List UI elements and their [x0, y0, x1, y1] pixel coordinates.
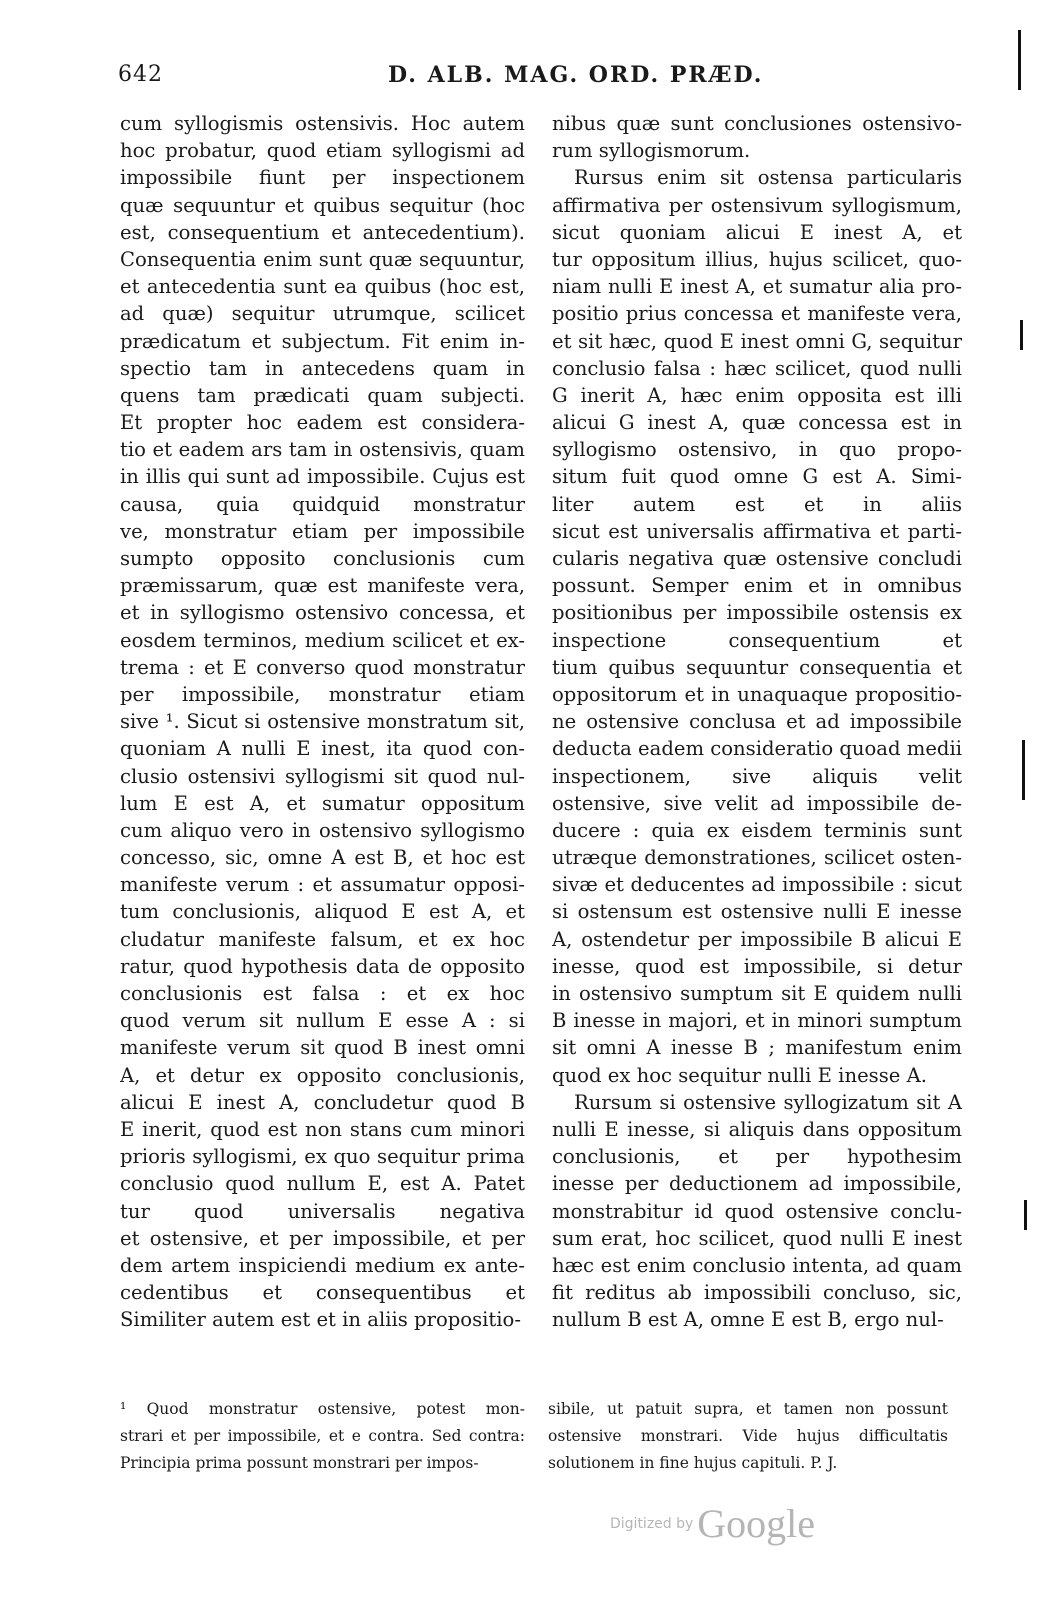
running-head: D. ALB. MAG. ORD. PRÆD. [388, 62, 764, 88]
text-line: rum syllogismorum. [552, 139, 751, 163]
text-line: lum E est A, et sumatur oppositum [120, 791, 525, 815]
text-line: Et propter hoc eadem est considera- [120, 411, 525, 435]
text-line: A, ostendetur per impossibile B alicui E [552, 927, 962, 951]
text-line: et sit hæc, quod E inest omni G, sequitur [552, 329, 962, 353]
footnote-line: Principia prima possunt monstrari per impos- [120, 1454, 479, 1473]
text-line: situm fuit quod omne G est A. Simi- [552, 465, 962, 489]
scan-edge-mark [1020, 320, 1023, 350]
text-line: inesse, quod est impossibile, si detur [552, 954, 962, 978]
text-line: ne ostensive conclusa et ad impossibile [552, 710, 962, 734]
text-line: B inesse in majori, et in minori sumptum [552, 1009, 962, 1033]
footnote-line: solutionem in fine hujus capituli. P. J. [548, 1454, 838, 1473]
text-line: syllogismo ostensivo, in quo propo- [552, 438, 962, 462]
text-line: conclusionis est falsa : et ex hoc [120, 982, 525, 1005]
text-line: et antecedentia sunt ea quibus (hoc est, [120, 275, 525, 299]
text-line: niam nulli E inest A, et sumatur alia pro- [552, 275, 962, 299]
text-line: clusio ostensivi syllogismi sit quod nul- [120, 764, 525, 788]
text-line: quens tam prædicati quam subjecti. [120, 383, 525, 407]
text-line: cludatur manifeste falsum, et ex hoc [120, 927, 525, 951]
footnote-right [548, 1398, 948, 1480]
text-line: sum erat, hoc scilicet, quod nulli E inest [552, 1226, 962, 1250]
text-line: utræque demonstrationes, scilicet osten- [552, 846, 962, 870]
text-line: hæc est enim conclusio intenta, ad quam [552, 1253, 962, 1277]
text-line: monstrabitur id quod ostensive conclu- [552, 1199, 962, 1223]
text-line: conclusio quod nullum E, est A. Patet [120, 1172, 525, 1196]
text-line: alicui G inest A, quæ concessa est in [552, 411, 962, 435]
text-line: nibus quæ sunt conclusiones ostensivo- [552, 112, 962, 135]
google-watermark [610, 1500, 815, 1550]
text-line: ostensive, sive velit ad impossibile de- [552, 791, 962, 815]
text-line: quoniam A nulli E inest, ita quod con- [120, 737, 525, 761]
text-line: Similiter autem est et in aliis propositio- [120, 1308, 521, 1332]
text-line: Rursus enim sit ostensa particularis [574, 166, 962, 190]
text-line: prædicatum et subjectum. Fit enim in- [120, 329, 525, 353]
footnote-line: ¹ Quod monstratur ostensive, potest mon- [120, 1400, 525, 1418]
text-line: nullum B est A, omne E est B, ergo nul- [552, 1308, 944, 1332]
text-line: cum aliquo vero in ostensivo syllogismo [120, 818, 525, 842]
scan-edge-mark [1024, 1200, 1027, 1230]
text-line: cedentibus et consequentibus et [120, 1281, 525, 1305]
text-line: positionibus per impossibile ostensis ex [552, 601, 962, 625]
text-line: sit omni A inesse B ; manifestum enim [552, 1036, 962, 1060]
text-line: et ostensive, et per impossibile, et per [120, 1226, 525, 1250]
text-line: est, consequentium et antecedentium). [120, 220, 525, 244]
page-number: 642 [118, 62, 163, 87]
text-line: affirmativa per ostensivum syllogismum, [552, 193, 962, 217]
text-line: in ostensivo sumptum sit E quidem nulli [552, 982, 962, 1005]
text-line: sivæ et deducentes ad impossibile : sicut [552, 873, 962, 897]
text-line: sive ¹. Sicut si ostensive monstratum sit, [120, 710, 525, 734]
text-line: inspectionem, sive aliquis velit [552, 764, 962, 788]
text-line: alicui E inest A, concludetur quod B [120, 1090, 525, 1114]
text-line: fit reditus ab impossibili concluso, sic, [552, 1281, 962, 1305]
text-line: deducta eadem consideratio quoad medii [552, 737, 962, 761]
text-line: cularis negativa quæ ostensive concludi [552, 547, 962, 570]
text-line: quod verum sit nullum E esse A : si [120, 1009, 525, 1033]
text-line: præmissarum, quæ est manifeste vera, [120, 574, 525, 598]
text-line: ducere : quia ex eisdem terminis sunt [552, 818, 962, 842]
text-line: manifeste verum : et assumatur opposi- [120, 873, 525, 897]
text-line: si ostensum est ostensive nulli E inesse [552, 900, 962, 924]
footnote-line: sibile, ut patuit supra, et tamen non possunt [548, 1400, 948, 1418]
text-line: inesse per deductionem ad impossibile, [552, 1172, 962, 1196]
text-line: A, et detur ex opposito conclusionis, [120, 1063, 525, 1087]
footnote-line: strari et per impossibile, et e contra. Sed contra: [120, 1427, 525, 1446]
right-column [552, 110, 962, 1333]
text-line: ve, monstratur etiam per impossibile [120, 519, 525, 543]
text-line: E inerit, quod est non stans cum minori [120, 1117, 525, 1141]
text-line: tium quibus sequuntur consequentia et [552, 655, 962, 679]
text-line: conclusio falsa : hæc scilicet, quod nulli [552, 356, 962, 380]
footnote-line: ostensive monstrari. Vide hujus difficultatis [548, 1427, 948, 1446]
text-line: dem artem inspiciendi medium ex ante- [120, 1253, 525, 1277]
text-line: ratur, quod hypothesis data de opposito [120, 954, 525, 978]
text-line: oppositorum et in unaquaque propositio- [552, 682, 962, 706]
text-line: Consequentia enim sunt quæ sequuntur, [120, 247, 525, 271]
text-line: tum conclusionis, aliquod E est A, et [120, 900, 525, 924]
page-header [118, 62, 968, 92]
left-column [120, 110, 525, 1333]
scan-edge-mark [1018, 30, 1021, 90]
text-line: conclusionis, et per hypothesim [552, 1145, 962, 1169]
text-line: eosdem terminos, medium scilicet et ex- [120, 628, 525, 652]
text-line: per impossibile, monstratur etiam [120, 682, 525, 706]
text-line: trema : et E converso quod monstratur [120, 655, 525, 679]
text-line: concesso, sic, omne A est B, et hoc est [120, 846, 525, 870]
text-line: tio et eadem ars tam in ostensivis, quam [120, 438, 525, 462]
text-line: possunt. Semper enim et in omnibus [552, 574, 962, 598]
text-line: impossibile fiunt per inspectionem [120, 166, 525, 190]
text-line: ad quæ) sequitur utrumque, scilicet [120, 302, 525, 326]
text-line: spectio tam in antecedens quam in [120, 356, 525, 380]
text-line: sicut quoniam alicui E inest A, et [552, 220, 962, 244]
text-line: et in syllogismo ostensivo concessa, et [120, 601, 525, 625]
text-line: positio prius concessa et manifeste vera, [552, 302, 962, 326]
text-line: causa, quia quidquid monstratur [120, 492, 525, 516]
scan-edge-mark [1022, 740, 1025, 800]
text-line: tur quod universalis negativa [120, 1199, 525, 1223]
text-line: in illis qui sunt ad impossibile. Cujus est [120, 465, 525, 489]
text-line: cum syllogismis ostensivis. Hoc autem [120, 112, 525, 135]
google-logo: Google [697, 1501, 816, 1546]
text-line: G inerit A, hæc enim opposita est illi [552, 383, 962, 407]
footnote-left [120, 1398, 525, 1480]
text-line: Rursum si ostensive syllogizatum sit A [574, 1090, 962, 1114]
text-line: sicut est universalis affirmativa et parti- [552, 519, 962, 543]
text-line: sumpto opposito conclusionis cum [120, 547, 525, 570]
text-line: inspectione consequentium et [552, 628, 962, 652]
text-line: manifeste verum sit quod B inest omni [120, 1036, 525, 1060]
watermark-prefix: Digitized by [610, 1515, 694, 1532]
text-line: hoc probatur, quod etiam syllogismi ad [120, 139, 525, 163]
text-line: prioris syllogismi, ex quo sequitur prima [120, 1145, 525, 1169]
text-line: liter autem est et in aliis [552, 492, 962, 516]
text-line: quæ sequuntur et quibus sequitur (hoc [120, 193, 525, 217]
text-line: quod ex hoc sequitur nulli E inesse A. [552, 1063, 927, 1087]
text-line: tur oppositum illius, hujus scilicet, quo- [552, 247, 962, 271]
text-line: nulli E inesse, si aliquis dans oppositum [552, 1117, 962, 1141]
